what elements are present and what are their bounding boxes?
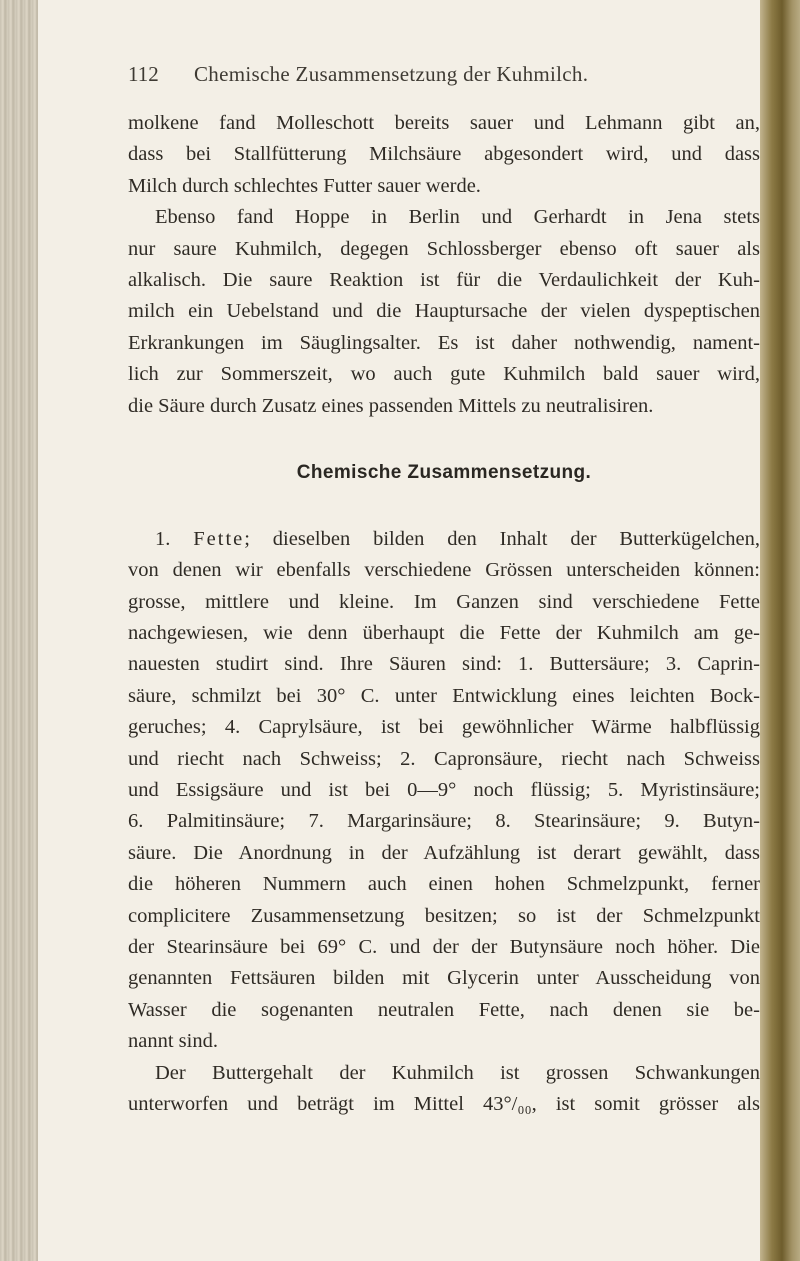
text-line: nur saure Kuhmilch, degegen Schlossberger ebenso oft sauer als bbox=[128, 237, 760, 260]
text-line: complicitere Zusammensetzung besitzen; so ist der Schmelzpunkt bbox=[128, 904, 760, 927]
binding-gutter bbox=[0, 0, 38, 1261]
text-line: geruches; 4. Caprylsäure, ist bei gewöhnlicher Wärme halbflüssig bbox=[128, 716, 760, 739]
body-text bbox=[128, 108, 760, 1120]
text-line: dass bei Stallfütterung Milchsäure abgesondert wird, und dass bbox=[128, 143, 760, 166]
text-line: milch ein Uebelstand und die Hauptursache der vielen dyspeptischen bbox=[128, 300, 760, 323]
text-line: Wasser die sogenanten neutralen Fette, nach denen sie be- bbox=[128, 998, 760, 1021]
list-number: 1. bbox=[155, 527, 194, 550]
running-head-title: Chemische Zusammensetzung der Kuhmilch. bbox=[194, 62, 589, 86]
text-line: säure, schmilzt bei 30° C. unter Entwicklung eines leichten Bock- bbox=[128, 684, 760, 707]
text-line: 6. Palmitinsäure; 7. Margarinsäure; 8. Stearinsäure; 9. Butyn- bbox=[128, 810, 760, 833]
text-line: unterworfen und beträgt im Mittel 43°/₀₀, ist somit grösser als bbox=[128, 1092, 760, 1115]
text-line: nannt sind. bbox=[128, 1030, 218, 1053]
text-line: Ebenso fand Hoppe in Berlin und Gerhardt in Jena stets bbox=[155, 206, 760, 229]
text-line: genannten Fettsäuren bilden mit Glycerin unter Ausscheidung von bbox=[128, 967, 760, 990]
text-line: molkene fand Molleschott bereits sauer und Lehmann gibt an, bbox=[128, 112, 760, 134]
text-line: von denen wir ebenfalls verschiedene Grössen unterscheiden können: bbox=[128, 559, 760, 582]
text-line: Milch durch schlechtes Futter sauer werde. bbox=[128, 174, 481, 197]
text-line: nachgewiesen, wie denn überhaupt die Fette der Kuhmilch am ge- bbox=[128, 622, 760, 645]
text-line: nauesten studirt sind. Ihre Säuren sind: 1. Buttersäure; 3. Caprin- bbox=[128, 653, 760, 676]
text-line: Erkrankungen im Säuglingsalter. Es ist daher nothwendig, nament- bbox=[128, 331, 760, 354]
text-line: die Säure durch Zusatz eines passenden Mittels zu neutralisiren. bbox=[128, 394, 654, 417]
text-line-first bbox=[128, 524, 760, 555]
text-line: lich zur Sommerszeit, wo auch gute Kuhmilch bald sauer wird, bbox=[128, 363, 760, 386]
text-line: und Essigsäure und ist bei 0—9° noch flüssig; 5. Myristinsäure; bbox=[128, 779, 760, 802]
text-line: Der Buttergehalt der Kuhmilch ist grossen Schwankungen bbox=[155, 1061, 760, 1084]
text-line: der Stearinsäure bei 69° C. und der der Butynsäure noch höher. Die bbox=[128, 935, 760, 958]
text-line: und riecht nach Schweiss; 2. Capronsäure, riecht nach Schweiss bbox=[128, 747, 760, 770]
text-line: säure. Die Anordnung in der Aufzählung ist derart gewählt, dass bbox=[128, 841, 760, 864]
page-edge bbox=[760, 0, 800, 1261]
emphasized-term: Fette bbox=[193, 527, 245, 550]
line-rest: ; dieselben bilden den Inhalt der Butterkügelchen, bbox=[244, 527, 760, 550]
section-heading: Chemische Zusammensetzung. bbox=[296, 461, 592, 483]
text-line: alkalisch. Die saure Reaktion ist für die Verdaulichkeit der Kuh- bbox=[128, 268, 760, 291]
text-line: die höheren Nummern auch einen hohen Schmelzpunkt, ferner bbox=[128, 873, 760, 896]
text-line: grosse, mittlere und kleine. Im Ganzen sind verschiedene Fette bbox=[128, 590, 760, 613]
page-number: 112 bbox=[128, 62, 159, 86]
